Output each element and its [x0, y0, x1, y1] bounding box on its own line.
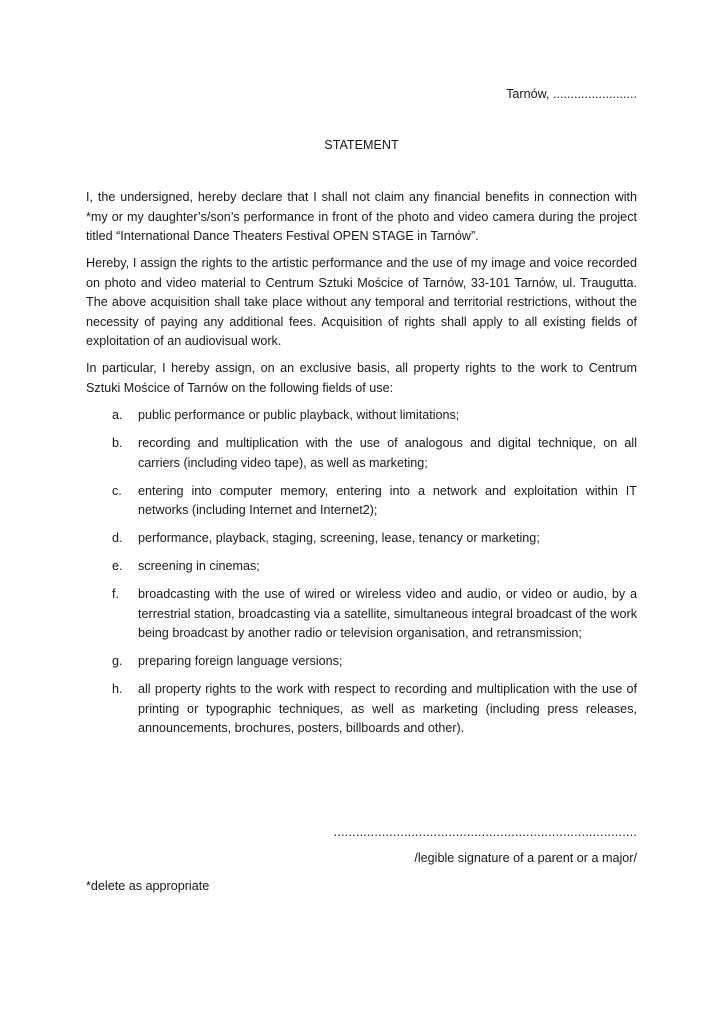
list-item-text: screening in cinemas;	[138, 559, 260, 574]
list-item-letter: g.	[112, 654, 123, 669]
paragraph-fields-intro: In particular, I hereby assign, on an exclusive basis, all property rights to the work to Centrum Sztuki Mościce of Tarnów on the following fields of use:	[86, 361, 637, 395]
list-item-letter: d.	[112, 531, 123, 546]
fields-of-use-list	[110, 406, 637, 747]
list-item	[110, 482, 637, 521]
list-item	[110, 585, 637, 644]
footnote: *delete as appropriate	[86, 879, 210, 893]
list-item-text: all property rights to the work with respect to recording and multiplication with the use of printing or typographic techniques, as well as marketing (including press releases, announcements, brochures, posters, billboards and other).	[138, 682, 637, 736]
list-item-letter: b.	[112, 435, 123, 450]
list-item	[110, 434, 637, 473]
list-item-text: preparing foreign language versions;	[138, 654, 343, 669]
list-item-letter: e.	[112, 559, 123, 574]
list-item	[110, 529, 637, 549]
list-item-letter: a.	[112, 408, 123, 422]
signature-label: /legible signature of a parent or a major/	[414, 851, 637, 865]
list-item	[110, 406, 637, 426]
list-item-text: public performance or public playback, without limitations;	[138, 408, 460, 422]
paragraph-declaration: I, the undersigned, hereby declare that I shall not claim any financial benefits in connection with *my or my daughter’s/son’s performance in front of the photo and video camera during the project titled “International Dance Theaters Festival OPEN STAGE in Tarnów”.	[86, 190, 637, 244]
signature-line: ..................................................................................	[333, 825, 637, 839]
place-date: Tarnów, ........................	[506, 87, 637, 101]
list-item-text: performance, playback, staging, screening, lease, tenancy or marketing;	[138, 531, 540, 546]
list-item-text: broadcasting with the use of wired or wireless video and audio, or video or audio, by a terrestrial station, broadcasting via a satellite, simultaneous integral broadcast of the work being broadcast by another radio or television organisation, and retransmission;	[138, 587, 637, 641]
paragraph-rights-assignment: Hereby, I assign the rights to the artistic performance and the use of my image and voice recorded on photo and video material to Centrum Sztuki Mościce of Tarnów, 33-101 Tarnów, ul. Traugutta. The above acquisition shall take place without any temporal and territorial restrictions, without the necessity of paying any additional fees. Acquisition of rights shall apply to all existing fields of exploitation of an audiovisual work.	[86, 256, 637, 349]
list-item-letter: h.	[112, 682, 123, 697]
document-title: STATEMENT	[324, 138, 399, 152]
list-item-text: recording and multiplication with the use of analogous and digital technique, on all carriers (including video tape), as well as marketing;	[138, 435, 637, 470]
list-item-letter: c.	[112, 483, 122, 498]
list-item	[110, 652, 637, 672]
list-item	[110, 557, 637, 577]
list-item-text: entering into computer memory, entering into a network and exploitation within IT networks (including Internet and Internet2);	[138, 483, 637, 518]
list-item-letter: f.	[112, 587, 119, 602]
list-item	[110, 680, 637, 739]
